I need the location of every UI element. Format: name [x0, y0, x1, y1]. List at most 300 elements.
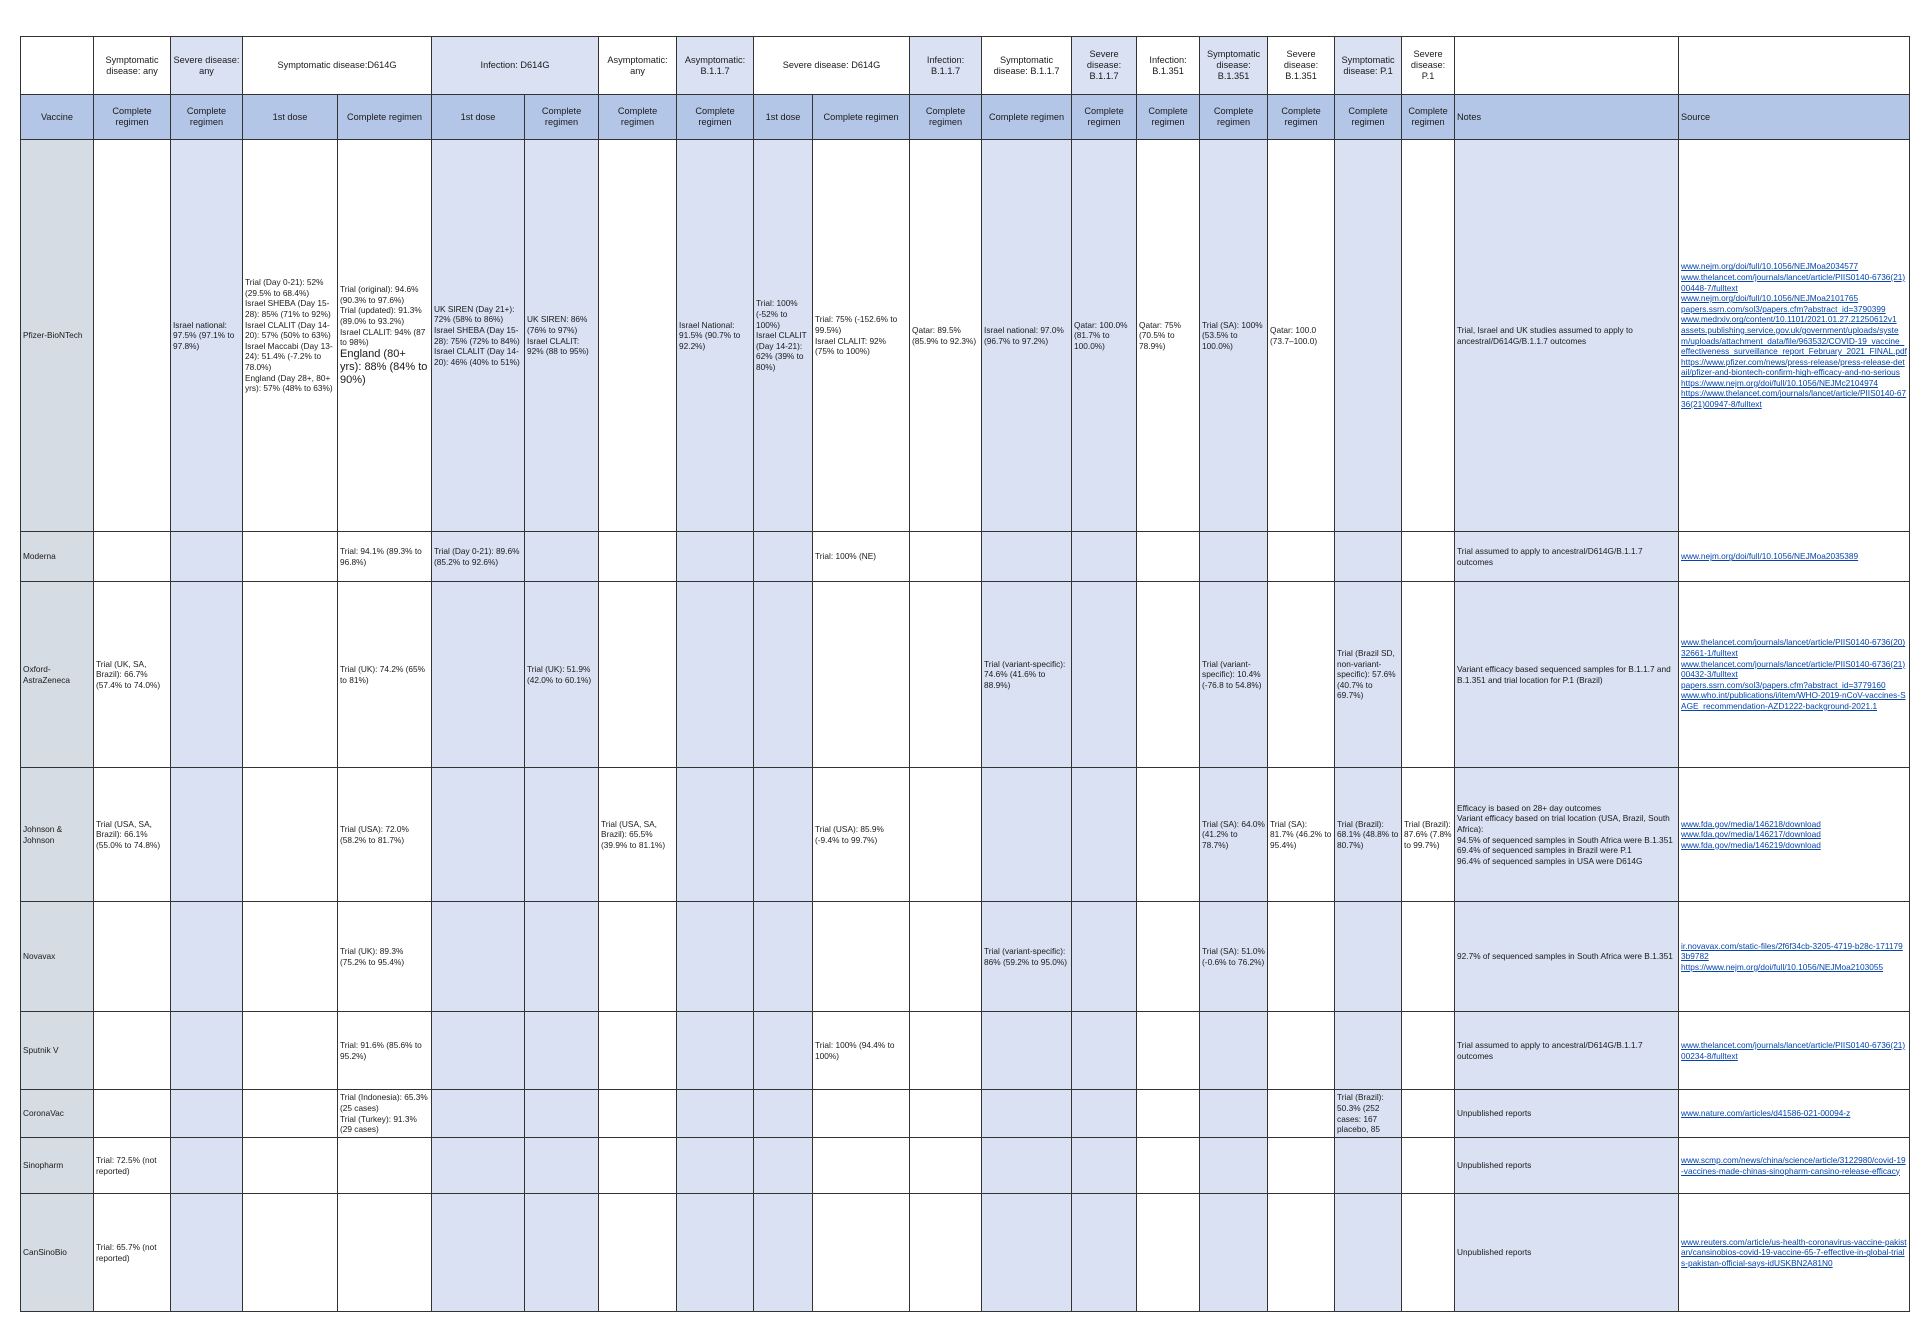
data-cell	[1200, 768, 1268, 902]
cell-text: Trial (Brazil): 50.3% (252 cases: 167 placebo, 85	[1337, 1092, 1384, 1135]
data-cell	[1137, 902, 1200, 1012]
cell-text: Trial (SA): 100% (53.5% to 100.0%)	[1202, 319, 1263, 351]
data-cell	[1402, 582, 1455, 768]
data-cell	[1072, 1194, 1137, 1312]
cell-text: Israel National: 91.5% (90.7% to 92.2%)	[679, 319, 741, 351]
cell-text: Trial (USA): 85.9% (-9.4% to 99.7%)	[815, 823, 884, 845]
data-cell	[1335, 1138, 1402, 1194]
data-cell	[338, 140, 432, 532]
data-cell	[243, 902, 338, 1012]
vaccine-name: Sinopharm	[21, 1138, 94, 1194]
data-cell	[243, 1012, 338, 1090]
col-head-infection-b117: Infection: B.1.1.7	[910, 37, 982, 95]
sub-head: Complete regimen	[813, 95, 910, 140]
data-cell	[338, 1090, 432, 1138]
data-cell	[813, 140, 910, 532]
data-cell	[171, 1194, 243, 1312]
data-cell	[813, 1090, 910, 1138]
data-cell	[338, 1138, 432, 1194]
sub-head: Complete regimen	[1402, 95, 1455, 140]
data-cell	[813, 582, 910, 768]
data-cell	[432, 1090, 525, 1138]
data-cell	[599, 532, 677, 582]
corner-cell	[21, 37, 94, 95]
source-link[interactable]: www.reuters.com/article/us-health-coronavirus-vaccine-pakistan/cansinobios-covid-19-vaccine-65-7-effective-in-global-trials-pakistan-official-says-idUSKBN2A81N0	[1681, 1236, 1907, 1268]
data-cell	[1137, 1138, 1200, 1194]
data-cell	[1402, 1090, 1455, 1138]
data-cell	[525, 1012, 599, 1090]
data-cell	[1335, 768, 1402, 902]
cell-text: Trial (USA, SA, Brazil): 66.1% (55.0% to 74.8%)	[96, 818, 161, 850]
data-cell	[338, 582, 432, 768]
data-cell	[1072, 582, 1137, 768]
table-row	[21, 768, 1910, 902]
data-cell	[677, 902, 754, 1012]
efficacy-table	[20, 36, 1910, 1312]
data-cell	[338, 532, 432, 582]
data-cell	[243, 1090, 338, 1138]
data-cell	[94, 1012, 171, 1090]
notes-cell	[1455, 1138, 1679, 1194]
source-link[interactable]: www.who.int/publications/i/item/WHO-2019-nCoV-vaccines-SAGE_recommendation-AZD1222-background-2021.1	[1681, 690, 1906, 711]
data-cell	[338, 768, 432, 902]
cell-text: Trial (Day 0-21): 89.6% (85.2% to 92.6%)	[434, 545, 520, 567]
source-link[interactable]: https://www.pfizer.com/news/press-release/press-release-detail/pfizer-and-biontech-confirm-high-efficacy-and-no-serious	[1681, 356, 1905, 378]
source-link[interactable]: www.thelancet.com/journals/lancet/article/PIIS0140-6736(21)00234-8/fulltext	[1681, 1039, 1906, 1061]
sub-head: 1st dose	[754, 95, 813, 140]
cell-text: Qatar: 100.0 (73.7–100.0)	[1270, 324, 1318, 346]
col-head-infection-b1351: Infection: B.1.351	[1137, 37, 1200, 95]
data-cell	[813, 1194, 910, 1312]
source-link[interactable]: papers.ssrn.com/sol3/papers.cfm?abstract_id=3779160	[1681, 679, 1886, 690]
source-cell	[1679, 532, 1910, 582]
data-cell	[754, 1012, 813, 1090]
data-cell	[432, 140, 525, 532]
cell-text: Trial (variant-specific): 86% (59.2% to 95.0%)	[984, 945, 1068, 967]
table-row	[21, 1194, 1910, 1312]
data-cell	[525, 1138, 599, 1194]
data-cell	[171, 1138, 243, 1194]
source-link[interactable]: ir.novavax.com/static-files/2f6f34cb-3205-4719-b28c-1711793b9782	[1681, 940, 1903, 962]
data-cell	[171, 1090, 243, 1138]
notes-cell	[1455, 768, 1679, 902]
sub-head: Complete regimen	[1335, 95, 1402, 140]
data-cell	[94, 140, 171, 532]
vaccine-name: CanSinoBio	[21, 1194, 94, 1312]
sub-head-notes: Notes	[1455, 95, 1679, 140]
data-cell	[1200, 1012, 1268, 1090]
cell-text: UK SIREN (Day 21+): 72% (58% to 86%) Israel SHEBA (Day 15-28): 75% (72% to 84%) Israel CLALIT (Day 14-20): 46% (40% to 51%)	[434, 303, 520, 367]
data-cell	[338, 1194, 432, 1312]
data-cell	[1335, 582, 1402, 768]
data-cell	[982, 1090, 1072, 1138]
data-cell	[525, 902, 599, 1012]
cell-text: Trial (Brazil SD, non-variant-specific): 57.6% (40.7% to 69.7%)	[1337, 648, 1396, 701]
data-cell	[1335, 1194, 1402, 1312]
data-cell	[754, 768, 813, 902]
vaccine-name: Moderna	[21, 532, 94, 582]
data-cell	[432, 768, 525, 902]
notes-text: 92.7% of sequenced samples in South Africa were B.1.351	[1457, 951, 1673, 962]
source-link[interactable]: https://www.thelancet.com/journals/lancet/article/PIIS0140-6736(21)00947-8/fulltext	[1681, 388, 1907, 410]
data-cell	[525, 532, 599, 582]
data-cell	[171, 1012, 243, 1090]
cell-text: Trial (USA, SA, Brazil): 65.5% (39.9% to 81.1%)	[601, 818, 666, 850]
data-cell	[982, 1012, 1072, 1090]
source-cell	[1679, 1012, 1910, 1090]
col-head-symptomatic-b117: Symptomatic disease: B.1.1.7	[982, 37, 1072, 95]
data-cell	[599, 582, 677, 768]
data-cell	[599, 902, 677, 1012]
sub-head: Complete regimen	[171, 95, 243, 140]
data-cell	[94, 1138, 171, 1194]
cell-text: Trial (SA): 64.0% (41.2% to 78.7%)	[1202, 818, 1265, 850]
table-row	[21, 140, 1910, 532]
sub-head: Complete regimen	[338, 95, 432, 140]
data-cell	[1072, 1090, 1137, 1138]
data-cell	[813, 1012, 910, 1090]
source-cell	[1679, 1138, 1910, 1194]
data-cell	[1200, 582, 1268, 768]
data-cell	[910, 1012, 982, 1090]
data-cell	[1268, 532, 1335, 582]
source-link[interactable]: https://www.nejm.org/doi/full/10.1056/NEJMc2104974	[1681, 377, 1878, 388]
col-head-asymptomatic-b117: Asymptomatic: B.1.1.7	[677, 37, 754, 95]
data-cell	[677, 768, 754, 902]
col-head-symptomatic-b1351: Symptomatic disease: B.1.351	[1200, 37, 1268, 95]
col-head-asymptomatic-any: Asymptomatic: any	[599, 37, 677, 95]
source-cell	[1679, 582, 1910, 768]
data-cell	[432, 1138, 525, 1194]
data-cell	[1200, 1138, 1268, 1194]
data-cell	[1072, 1138, 1137, 1194]
data-cell	[1335, 140, 1402, 532]
vaccine-name: Novavax	[21, 902, 94, 1012]
source-cell	[1679, 902, 1910, 1012]
data-cell	[677, 1090, 754, 1138]
data-cell	[1402, 532, 1455, 582]
data-cell	[910, 582, 982, 768]
vaccine-name: Sputnik V	[21, 1012, 94, 1090]
data-cell	[1137, 1194, 1200, 1312]
data-cell	[677, 1138, 754, 1194]
data-cell	[525, 1090, 599, 1138]
data-cell	[982, 902, 1072, 1012]
source-link[interactable]: www.scmp.com/news/china/science/article/3122980/covid-19-vaccines-made-chinas-sinopharm-cansino-release-efficacy	[1681, 1154, 1906, 1176]
col-head-notes-blank	[1455, 37, 1679, 95]
data-cell	[432, 902, 525, 1012]
cell-text: Israel national: 97.5% (97.1% to 97.8%)	[173, 319, 235, 351]
data-cell	[171, 582, 243, 768]
cell-text: Trial: 100% (94.4% to 100%)	[815, 1039, 895, 1061]
sub-head: Complete regimen	[94, 95, 171, 140]
cell-text: Trial: 91.6% (85.6% to 95.2%)	[340, 1039, 422, 1061]
notes-text: Unpublished reports	[1457, 1160, 1532, 1171]
cell-text: Trial: 100% (-52% to 100%) Israel CLALIT (Day 14-21): 62% (39% to 80%)	[756, 298, 807, 372]
cell-text: UK SIREN: 86% (76% to 97%) Israel CLALIT: 92% (88 to 95%)	[527, 314, 589, 357]
data-cell	[1072, 1012, 1137, 1090]
data-cell	[432, 582, 525, 768]
sub-head: Complete regimen	[1137, 95, 1200, 140]
data-cell	[338, 1012, 432, 1090]
col-head-source-blank	[1679, 37, 1910, 95]
data-cell	[1137, 768, 1200, 902]
notes-text: Efficacy is based on 28+ day outcomes Variant efficacy based on trial location (USA, Brazil, South Africa): 94.5% of sequenced samples in South Africa were B.1.351 69.4% of sequenced samples in Brazil were P.1 96.4% of sequenced samples in USA were D614G	[1457, 802, 1673, 866]
data-cell	[754, 1138, 813, 1194]
data-cell	[94, 768, 171, 902]
data-cell	[525, 140, 599, 532]
sub-head: Complete regimen	[525, 95, 599, 140]
cell-text: Trial (UK): 74.2% (65% to 81%)	[340, 663, 425, 685]
data-cell	[1268, 1090, 1335, 1138]
data-cell	[910, 140, 982, 532]
data-cell	[1268, 1194, 1335, 1312]
vaccine-name: CoronaVac	[21, 1090, 94, 1138]
col-head-symptomatic-d614g: Symptomatic disease:D614G	[243, 37, 432, 95]
source-link[interactable]: www.fda.gov/media/146218/download	[1681, 818, 1821, 829]
data-cell	[1335, 902, 1402, 1012]
data-cell	[243, 582, 338, 768]
source-link[interactable]: www.thelancet.com/journals/lancet/article/PIIS0140-6736(20)32661-1/fulltext	[1681, 637, 1906, 659]
data-cell	[754, 902, 813, 1012]
data-cell	[1335, 1090, 1402, 1138]
data-cell	[982, 768, 1072, 902]
data-cell	[1268, 768, 1335, 902]
data-cell	[599, 140, 677, 532]
source-link[interactable]: papers.ssrn.com/sol3/papers.cfm?abstract_id=3790399	[1681, 303, 1886, 314]
source-cell	[1679, 1090, 1910, 1138]
data-cell	[525, 582, 599, 768]
source-link[interactable]: www.nejm.org/doi/full/10.1056/NEJMoa2035389	[1681, 551, 1859, 562]
source-link[interactable]: www.fda.gov/media/146219/download	[1681, 839, 1821, 850]
data-cell	[243, 1194, 338, 1312]
data-cell	[910, 1138, 982, 1194]
header-row-regimen	[21, 95, 1910, 140]
data-cell	[432, 1012, 525, 1090]
data-cell	[243, 532, 338, 582]
data-cell	[1072, 140, 1137, 532]
cell-text: Israel national: 97.0% (96.7% to 97.2%)	[984, 324, 1064, 346]
cell-text: Trial: 65.7% (not reported)	[96, 1241, 157, 1263]
cell-text: Trial: 100% (NE)	[815, 551, 877, 562]
data-cell	[1402, 1012, 1455, 1090]
sub-head: Complete regimen	[677, 95, 754, 140]
data-cell	[1137, 582, 1200, 768]
col-head-severe-d614g: Severe disease: D614G	[754, 37, 910, 95]
data-cell	[677, 1194, 754, 1312]
sub-head: 1st dose	[243, 95, 338, 140]
sub-head: 1st dose	[432, 95, 525, 140]
data-cell	[982, 1194, 1072, 1312]
data-cell	[910, 532, 982, 582]
data-cell	[982, 582, 1072, 768]
data-cell	[599, 1138, 677, 1194]
cell-text: Trial (original): 94.6% (90.3% to 97.6%) Trial (updated): 91.3% (89.0% to 93.2%) Israel CLALIT: 94% (87 to 98%)	[340, 284, 426, 348]
notes-cell	[1455, 532, 1679, 582]
data-cell	[1402, 902, 1455, 1012]
data-cell	[982, 1138, 1072, 1194]
data-cell	[677, 140, 754, 532]
data-cell	[910, 1194, 982, 1312]
data-cell	[1335, 532, 1402, 582]
data-cell	[94, 1090, 171, 1138]
data-cell	[1200, 1090, 1268, 1138]
cell-text: Trial: 94.1% (89.3% to 96.8%)	[340, 545, 422, 567]
data-cell	[754, 532, 813, 582]
data-cell	[171, 768, 243, 902]
source-link[interactable]: www.thelancet.com/journals/lancet/article/PIIS0140-6736(21)00432-3/fulltext	[1681, 658, 1906, 680]
col-head-severe-b117: Severe disease: B.1.1.7	[1072, 37, 1137, 95]
data-cell	[599, 768, 677, 902]
data-cell	[1137, 1090, 1200, 1138]
data-cell	[1268, 140, 1335, 532]
data-cell	[94, 532, 171, 582]
data-cell	[171, 140, 243, 532]
cell-text: Trial (UK, SA, Brazil): 66.7% (57.4% to 74.0%)	[96, 658, 161, 690]
cell-text: Trial (USA): 72.0% (58.2% to 81.7%)	[340, 823, 409, 845]
notes-cell	[1455, 140, 1679, 532]
data-cell	[1072, 902, 1137, 1012]
cell-text: Qatar: 75% (70.5% to 78.9%)	[1139, 319, 1182, 351]
notes-text: Trial assumed to apply to ancestral/D614G/B.1.1.7 outcomes	[1457, 545, 1643, 567]
source-link[interactable]: www.fda.gov/media/146217/download	[1681, 829, 1821, 840]
notes-text: Variant efficacy based sequenced samples for B.1.1.7 and B.1.351 and trial location for P.1 (Brazil)	[1457, 663, 1671, 685]
notes-cell	[1455, 582, 1679, 768]
cell-text: Qatar: 100.0% (81.7% to 100.0%)	[1074, 319, 1128, 351]
data-cell	[982, 532, 1072, 582]
data-cell	[94, 1194, 171, 1312]
data-cell	[1402, 1194, 1455, 1312]
data-cell	[1200, 140, 1268, 532]
header-row-outcomes	[21, 37, 1910, 95]
data-cell	[982, 140, 1072, 532]
sub-head: Complete regimen	[1200, 95, 1268, 140]
data-cell	[1402, 1138, 1455, 1194]
col-head-severe-b1351: Severe disease: B.1.351	[1268, 37, 1335, 95]
data-cell	[1137, 140, 1200, 532]
data-cell	[599, 1012, 677, 1090]
source-link[interactable]: www.medrxiv.org/content/10.1101/2021.01.27.21250612v1	[1681, 314, 1897, 325]
cell-text: Trial (Brazil): 68.1% (48.8% to 80.7%)	[1337, 818, 1399, 850]
data-cell	[754, 1194, 813, 1312]
data-cell	[1137, 1012, 1200, 1090]
sub-head: Complete regimen	[910, 95, 982, 140]
data-cell	[910, 902, 982, 1012]
data-cell	[1268, 1012, 1335, 1090]
source-link[interactable]: www.nejm.org/doi/full/10.1056/NEJMoa2034577	[1681, 261, 1859, 272]
data-cell	[813, 902, 910, 1012]
data-cell	[910, 1090, 982, 1138]
notes-cell	[1455, 1194, 1679, 1312]
col-head-severe-p1: Severe disease: P.1	[1402, 37, 1455, 95]
data-cell	[525, 1194, 599, 1312]
cell-text: Trial (UK): 51.9% (42.0% to 60.1%)	[527, 663, 592, 685]
source-cell	[1679, 768, 1910, 902]
cell-extra-text: England (80+ yrs): 88% (84% to 90%)	[340, 347, 428, 386]
data-cell	[94, 582, 171, 768]
col-head-severe-any: Severe disease: any	[171, 37, 243, 95]
data-cell	[338, 902, 432, 1012]
table-row	[21, 1090, 1910, 1138]
data-cell	[1200, 902, 1268, 1012]
sub-head-source: Source	[1679, 95, 1910, 140]
table-row	[21, 532, 1910, 582]
data-cell	[1268, 902, 1335, 1012]
source-link[interactable]: assets.publishing.service.gov.uk/government/uploads/system/uploads/attachment_data/file/963532/COVID-19_vaccine_effectiveness_surveillance_report_February_2021_FINAL.pdf	[1681, 324, 1907, 357]
source-link[interactable]: www.nature.com/articles/d41586-021-00094-z	[1681, 1108, 1851, 1119]
vaccine-name: Johnson & Johnson	[21, 768, 94, 902]
data-cell	[1402, 768, 1455, 902]
data-cell	[243, 1138, 338, 1194]
data-cell	[171, 532, 243, 582]
notes-text: Trial assumed to apply to ancestral/D614G/B.1.1.7 outcomes	[1457, 1039, 1643, 1061]
source-cell	[1679, 140, 1910, 532]
cell-text: Trial: 75% (-152.6% to 99.5%) Israel CLALIT: 92% (75% to 100%)	[815, 314, 898, 357]
source-link[interactable]: https://www.nejm.org/doi/full/10.1056/NEJMoa2103055	[1681, 961, 1884, 972]
data-cell	[432, 1194, 525, 1312]
notes-cell	[1455, 1090, 1679, 1138]
notes-text: Unpublished reports	[1457, 1108, 1532, 1119]
data-cell	[813, 768, 910, 902]
data-cell	[1200, 1194, 1268, 1312]
source-link[interactable]: www.thelancet.com/journals/lancet/article/PIIS0140-6736(21)00448-7/fulltext	[1681, 271, 1906, 293]
data-cell	[1268, 582, 1335, 768]
data-cell	[599, 1194, 677, 1312]
data-cell	[243, 140, 338, 532]
source-cell	[1679, 1194, 1910, 1312]
sub-head: Complete regimen	[599, 95, 677, 140]
col-head-symptomatic-p1: Symptomatic disease: P.1	[1335, 37, 1402, 95]
source-link[interactable]: www.nejm.org/doi/full/10.1056/NEJMoa2101765	[1681, 293, 1859, 304]
sub-head: Complete regimen	[982, 95, 1072, 140]
table-row	[21, 582, 1910, 768]
cell-text: Trial (Day 0-21): 52% (29.5% to 68.4%) Israel SHEBA (Day 15-28): 85% (71% to 92%) Israel CLALIT (Day 14-20): 57% (50% to 63%) Israel Maccabi (Day 13-24): 51.4% (-7.2% to 78.0%) England (Day 28+, 80+ yrs): 57% (48% to 63%)	[245, 277, 333, 394]
data-cell	[1268, 1138, 1335, 1194]
data-cell	[599, 1090, 677, 1138]
data-cell	[1072, 768, 1137, 902]
sub-head-vaccine: Vaccine	[21, 95, 94, 140]
data-cell	[754, 140, 813, 532]
data-cell	[94, 902, 171, 1012]
data-cell	[1335, 1012, 1402, 1090]
data-cell	[813, 1138, 910, 1194]
table-body	[21, 140, 1910, 1312]
data-cell	[754, 582, 813, 768]
cell-text: Trial (Brazil): 87.6% (7.8% to 99.7%)	[1404, 818, 1452, 850]
data-cell	[677, 582, 754, 768]
sub-head: Complete regimen	[1072, 95, 1137, 140]
table-row	[21, 902, 1910, 1012]
sub-head: Complete regimen	[1268, 95, 1335, 140]
data-cell	[171, 902, 243, 1012]
cell-text: Trial (Indonesia): 65.3% (25 cases) Trial (Turkey): 91.3% (29 cases)	[340, 1092, 428, 1135]
data-cell	[677, 532, 754, 582]
data-cell	[813, 532, 910, 582]
data-cell	[243, 768, 338, 902]
data-cell	[1200, 532, 1268, 582]
cell-text: Trial: 72.5% (not reported)	[96, 1154, 157, 1176]
notes-text: Unpublished reports	[1457, 1247, 1532, 1258]
data-cell	[1072, 532, 1137, 582]
notes-cell	[1455, 902, 1679, 1012]
col-head-symptomatic-any: Symptomatic disease: any	[94, 37, 171, 95]
cell-text: Trial (variant-specific): 74.6% (41.6% to 88.9%)	[984, 658, 1066, 690]
table-row	[21, 1012, 1910, 1090]
notes-text: Trial, Israel and UK studies assumed to apply to ancestral/D614G/B.1.1.7 outcomes	[1457, 324, 1633, 346]
col-head-infection-d614g: Infection: D614G	[432, 37, 599, 95]
data-cell	[432, 532, 525, 582]
cell-text: Trial (SA): 81.7% (46.2% to 95.4%)	[1270, 818, 1332, 850]
